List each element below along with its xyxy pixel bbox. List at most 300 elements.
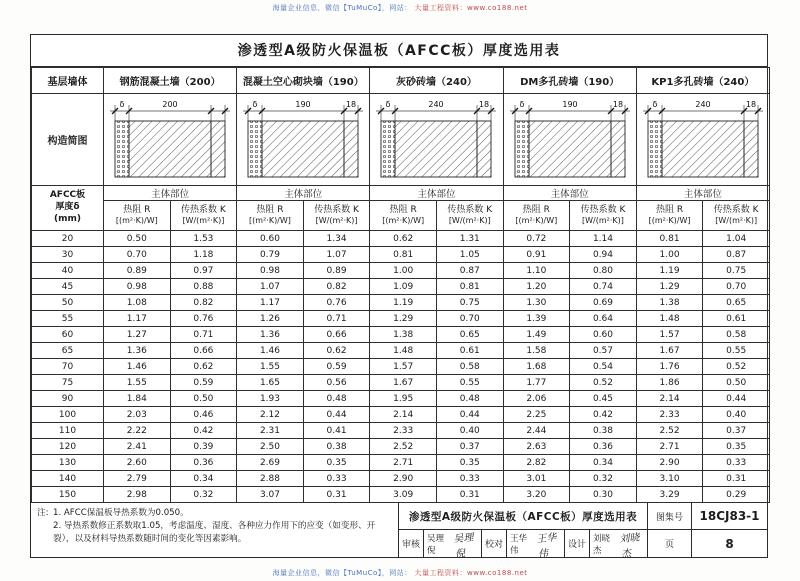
r-value: 2.82 [503,455,570,471]
r-value: 0.50 [104,231,171,247]
k-value: 0.87 [703,247,770,263]
k-column-header [570,201,637,231]
r-value: 2.33 [636,407,703,423]
r-value: 1.49 [503,327,570,343]
construction-diagram-4 [503,94,636,186]
r-value: 1.29 [636,279,703,295]
r-value: 1.38 [370,327,437,343]
table-row [32,359,770,375]
main-part-header: 主体部位 [237,186,370,201]
r-value: 2.69 [237,455,304,471]
k-value: 1.31 [436,231,503,247]
r-value: 1.30 [503,295,570,311]
thickness-value: 75 [32,375,104,391]
r-value: 1.93 [237,391,304,407]
finish-layer [211,121,225,177]
thickness-value: 100 [32,407,104,423]
wall-section-drawing [506,99,634,183]
k-value: 0.52 [570,375,637,391]
signer-label: 设计 [565,530,590,557]
r-value: 2.22 [104,423,171,439]
insulation-layer [381,121,395,177]
thickness-value: 45 [32,279,104,295]
thickness-value: 130 [32,455,104,471]
dim-label-delta: δ [252,99,258,109]
k-label: 传热系数 K [447,205,493,216]
watermark-top [0,3,800,13]
k-column-header [170,201,237,231]
r-unit: [(m²·K)/W] [249,216,291,226]
r-value: 2.71 [370,455,437,471]
k-value: 0.65 [703,295,770,311]
r-value: 1.00 [370,263,437,279]
k-value: 0.40 [703,407,770,423]
r-value: 1.84 [104,391,171,407]
k-unit: [W/(m²·K)] [715,216,758,226]
r-value: 0.60 [237,231,304,247]
k-value: 0.87 [436,263,503,279]
k-value: 0.97 [170,263,237,279]
wall-name-row [32,68,770,94]
r-value: 2.14 [636,391,703,407]
r-value: 1.27 [104,327,171,343]
r-column-header [503,201,570,231]
wall-layer [529,121,611,177]
r-value: 3.07 [237,487,304,503]
signer-name: 王华伟 [510,533,528,556]
r-value: 2.33 [370,423,437,439]
dim-label-finish: 18 [346,99,357,109]
r-value: 1.57 [636,327,703,343]
k-value: 0.32 [170,487,237,503]
wall-section-drawing [239,99,367,183]
k-value: 0.44 [703,391,770,407]
k-column-header [436,201,503,231]
k-value: 0.76 [303,295,370,311]
titleblock-title: 渗透型A级防火保温板（AFCC板）厚度选用表 [399,503,647,530]
r-value: 1.10 [503,263,570,279]
table-row [32,231,770,247]
k-value: 0.42 [170,423,237,439]
k-value: 0.33 [303,471,370,487]
k-value: 0.29 [703,487,770,503]
r-value: 1.67 [370,375,437,391]
r-value: 3.10 [636,471,703,487]
k-label: 传热系数 K [181,205,226,216]
k-value: 0.75 [703,263,770,279]
r-label: 热阻 R [389,205,417,216]
k-unit: [W/(m²·K)] [315,216,358,226]
r-value: 1.57 [370,359,437,375]
thickness-value: 55 [32,311,104,327]
r-value: 1.48 [370,343,437,359]
k-value: 0.59 [303,359,370,375]
k-value: 0.82 [303,279,370,295]
r-unit: [(m²·K)/W] [648,216,691,226]
table-row [32,375,770,391]
main-part-header: 主体部位 [503,186,636,201]
r-value: 2.98 [104,487,171,503]
k-value: 0.81 [436,279,503,295]
k-label: 传热系数 K [580,205,626,216]
thickness-header [32,186,104,231]
r-value: 0.91 [503,247,570,263]
footer-section [31,503,767,560]
r-value: 1.46 [104,359,171,375]
thickness-value: 150 [32,487,104,503]
signer-name: 刘晓杰 [593,533,611,556]
r-value: 1.09 [370,279,437,295]
dim-label-width: 240 [428,99,445,109]
k-value: 0.33 [436,471,503,487]
r-value: 3.09 [370,487,437,503]
k-value: 0.82 [170,295,237,311]
k-value: 0.37 [703,423,770,439]
r-value: 1.19 [636,263,703,279]
insulation-layer [248,121,262,177]
k-value: 0.61 [703,311,770,327]
r-value: 3.01 [503,471,570,487]
r-value: 2.63 [503,439,570,455]
r-value: 1.46 [237,343,304,359]
wall-name-dm: DM多孔砖墙（190） [503,68,636,94]
dim-label-delta: δ [119,99,125,109]
wall-section-drawing [639,99,767,183]
dim-label-delta: δ [386,99,391,109]
wall-layer [129,121,211,177]
watermark-bottom [0,568,800,578]
k-value: 0.75 [436,295,503,311]
r-value: 2.50 [237,439,304,455]
r-value: 1.48 [636,311,703,327]
dim-label-finish: 18 [612,99,623,109]
finish-layer [477,121,491,177]
r-value: 2.06 [503,391,570,407]
r-value: 0.62 [370,231,437,247]
k-value: 0.59 [170,375,237,391]
k-value: 0.71 [303,311,370,327]
r-value: 0.98 [104,279,171,295]
thickness-value: 140 [32,471,104,487]
thickness-header-line: (mm) [54,213,81,224]
r-value: 0.79 [237,247,304,263]
table-row [32,455,770,471]
r-value: 1.67 [636,343,703,359]
k-unit: [W/(m²·K)] [448,216,491,226]
dim-label-finish: 18 [479,99,490,109]
r-value: 1.76 [636,359,703,375]
r-value: 2.41 [104,439,171,455]
k-value: 0.44 [303,407,370,423]
r-value: 1.19 [370,295,437,311]
r-value: 1.58 [503,343,570,359]
k-value: 0.32 [570,471,637,487]
r-label: 热阻 R [256,205,284,216]
wall-section-drawing [106,99,234,183]
signer-checker [481,530,564,560]
k-value: 0.42 [570,407,637,423]
r-value: 3.20 [503,487,570,503]
k-value: 0.58 [436,359,503,375]
r-value: 1.65 [237,375,304,391]
wall-name-block: 混凝土空心砌块墙（190） [237,68,370,94]
r-value: 1.39 [503,311,570,327]
k-value: 0.66 [303,327,370,343]
insulation-layer [515,121,529,177]
page-frame [30,34,768,558]
r-value: 1.55 [237,359,304,375]
main-part-header: 主体部位 [370,186,503,201]
table-row [32,471,770,487]
signer-label: 校对 [482,530,507,557]
r-value: 2.14 [370,407,437,423]
wall-name-rc: 钢筋混凝土墙（200） [104,68,237,94]
thickness-table [31,67,770,503]
k-value: 0.48 [303,391,370,407]
thickness-value: 30 [32,247,104,263]
insulation-layer [115,121,129,177]
k-value: 0.35 [303,455,370,471]
r-value: 1.38 [636,295,703,311]
thickness-header-line: AFCC板 [49,190,86,201]
thickness-value: 40 [32,263,104,279]
k-value: 0.66 [170,343,237,359]
r-value: 1.00 [636,247,703,263]
table-row [32,343,770,359]
k-value: 0.35 [436,455,503,471]
r-value: 2.71 [636,439,703,455]
wall-name-limebrick: 灰砂砖墙（240） [370,68,503,94]
dim-label-width: 240 [695,99,711,109]
thickness-value: 70 [32,359,104,375]
r-value: 0.89 [104,263,171,279]
dim-label-delta: δ [519,99,525,109]
k-value: 0.55 [436,375,503,391]
k-label: 传热系数 K [314,205,359,216]
r-value: 1.20 [503,279,570,295]
signer-reviewer [399,530,481,560]
k-value: 0.34 [170,471,237,487]
k-value: 0.41 [303,423,370,439]
table-row [32,311,770,327]
dim-label-finish: 18 [745,99,756,109]
r-value: 1.68 [503,359,570,375]
k-value: 0.50 [703,375,770,391]
finish-layer [744,121,758,177]
r-value: 1.29 [370,311,437,327]
k-value: 0.69 [570,295,637,311]
table-row [32,295,770,311]
r-unit: [(m²·K)/W] [515,216,558,226]
r-value: 2.12 [237,407,304,423]
table-row [32,423,770,439]
k-value: 0.88 [170,279,237,295]
k-value: 0.40 [436,423,503,439]
r-value: 2.88 [237,471,304,487]
r-label: 热阻 R [522,205,550,216]
table-row [32,407,770,423]
construction-diagram-1 [104,94,237,186]
r-unit: [(m²·K)/W] [115,216,158,226]
table-body [32,231,770,503]
diagram-header: 构造简图 [32,94,104,186]
signer-designer [564,530,647,560]
k-value: 0.38 [303,439,370,455]
main-part-row [32,186,770,201]
k-value: 0.45 [570,391,637,407]
r-value: 0.81 [370,247,437,263]
k-value: 0.46 [170,407,237,423]
insulation-layer [648,121,662,177]
r-unit: [(m²·K)/W] [382,216,425,226]
signers-row [399,530,647,560]
k-value: 0.34 [570,455,637,471]
notes-label: 注: [37,508,49,518]
r-value: 1.36 [237,327,304,343]
k-unit: [W/(m²·K)] [582,216,624,226]
r-value: 1.26 [237,311,304,327]
r-value: 2.79 [104,471,171,487]
k-value: 0.38 [570,423,637,439]
k-value: 1.07 [303,247,370,263]
r-value: 2.44 [503,423,570,439]
r-value: 2.03 [104,407,171,423]
thickness-value: 65 [32,343,104,359]
k-value: 0.52 [703,359,770,375]
thickness-value: 50 [32,295,104,311]
title-block [399,503,767,560]
k-value: 0.80 [570,263,637,279]
k-value: 0.48 [436,391,503,407]
page-no: 8 [691,530,767,557]
k-value: 0.56 [303,375,370,391]
k-value: 0.33 [703,455,770,471]
finish-layer [344,121,358,177]
k-value: 0.31 [436,487,503,503]
k-value: 1.14 [570,231,637,247]
k-value: 0.94 [570,247,637,263]
construction-diagram-3 [370,94,503,186]
k-value: 1.05 [436,247,503,263]
k-column-header [703,201,770,231]
k-value: 0.89 [303,263,370,279]
k-value: 0.30 [570,487,637,503]
table-row [32,487,770,503]
k-value: 0.54 [570,359,637,375]
r-value: 1.17 [104,311,171,327]
r-value: 2.52 [370,439,437,455]
dim-label-width: 200 [162,99,178,109]
table-row [32,391,770,407]
r-value: 1.08 [104,295,171,311]
finish-layer [611,121,625,177]
r-value: 1.07 [237,279,304,295]
k-value: 0.64 [570,311,637,327]
atlas-no-label: 图集号 [647,503,691,530]
dim-label-width: 190 [295,99,311,109]
note-item-2: 2. 导热系数修正系数取1.05，考虑温度、湿度、各种应力作用下的应变（如变形、开裂），以及材料导热系数随时间的变化等因素影响。 [53,520,376,544]
k-value: 0.31 [703,471,770,487]
wall-layer [395,121,477,177]
k-value: 0.61 [436,343,503,359]
k-column-header [303,201,370,231]
k-label: 传热系数 K [713,205,759,216]
table-row [32,439,770,455]
r-value: 1.17 [237,295,304,311]
r-value: 0.98 [237,263,304,279]
k-unit: [W/(m²·K)] [182,216,225,226]
r-label: 热阻 R [123,205,151,216]
r-column-header [636,201,703,231]
thickness-header-line: 厚度δ [55,202,80,213]
table-row [32,279,770,295]
thickness-value: 110 [32,423,104,439]
k-value: 1.04 [703,231,770,247]
signer-name: 吴理倪 [427,533,445,556]
atlas-no: 18CJ83-1 [691,503,767,530]
table-row [32,263,770,279]
r-value: 1.95 [370,391,437,407]
thickness-value: 20 [32,231,104,247]
table-row [32,247,770,263]
k-value: 1.34 [303,231,370,247]
r-value: 3.29 [636,487,703,503]
r-value: 2.90 [370,471,437,487]
k-value: 0.62 [170,359,237,375]
dim-label-delta: δ [652,99,658,109]
r-value: 1.55 [104,375,171,391]
k-value: 0.50 [170,391,237,407]
k-value: 0.55 [703,343,770,359]
r-label: 热阻 R [656,205,684,216]
wall-layer [662,121,744,177]
k-value: 0.74 [570,279,637,295]
thickness-value: 60 [32,327,104,343]
main-part-header: 主体部位 [636,186,769,201]
page-title: 渗透型A级防火保温板（AFCC板）厚度选用表 [31,35,767,67]
page-no-label: 页 [647,530,691,557]
r-value: 1.36 [104,343,171,359]
r-value: 2.52 [636,423,703,439]
signer-signature: 吴理倪 [452,531,474,560]
k-value: 0.35 [703,439,770,455]
k-value: 0.65 [436,327,503,343]
notes-section [31,503,399,557]
signer-signature: 刘晓杰 [618,531,640,560]
watermark-text-red: 大量工程资料：www.co188.net [414,569,528,577]
r-value: 0.70 [104,247,171,263]
table-row [32,327,770,343]
k-value: 0.70 [703,279,770,295]
k-value: 1.53 [170,231,237,247]
signer-signature: 王华伟 [535,531,557,560]
k-value: 0.71 [170,327,237,343]
watermark-text-red: 大量工程资料：www.co188.net [414,4,528,12]
r-value: 0.81 [636,231,703,247]
wall-layer [262,121,344,177]
k-value: 0.44 [436,407,503,423]
k-value: 0.60 [570,327,637,343]
thickness-value: 90 [32,391,104,407]
thickness-value: 120 [32,439,104,455]
k-value: 0.70 [436,311,503,327]
base-wall-header: 基层墙体 [32,68,104,94]
main-part-header: 主体部位 [104,186,237,201]
k-value: 0.58 [703,327,770,343]
k-value: 0.57 [570,343,637,359]
r-value: 1.77 [503,375,570,391]
k-value: 0.36 [570,439,637,455]
